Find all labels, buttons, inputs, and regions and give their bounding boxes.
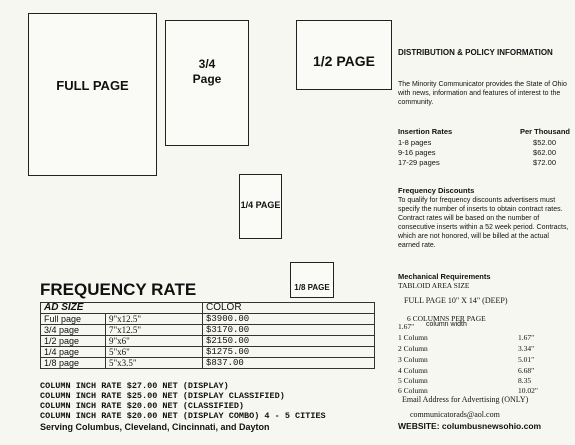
- column-row: [398, 355, 568, 365]
- frequency-discounts-title: Frequency Discounts: [398, 186, 475, 195]
- row-size: 7"x12.5": [106, 325, 203, 336]
- tabloid-area-size: TABLOID AREA SIZE: [398, 281, 470, 290]
- column-value: 5.01": [518, 355, 535, 364]
- full-page-label: FULL PAGE: [56, 78, 129, 93]
- columns-per-page: 6 COLUMNS PER PAGE: [407, 314, 486, 323]
- insertion-header-row: [398, 127, 570, 136]
- row-size: 5"x3.5": [106, 358, 203, 369]
- frequency-rate-title: FREQUENCY RATE: [40, 280, 197, 299]
- column-label: 1 Column: [398, 333, 428, 342]
- column-row: [398, 376, 568, 386]
- frequency-discounts-text: To qualify for frequency discounts advertisers must specify the number of inserts to obtain contract rates. Contract rates will be based on the number of consecutive inserts within a 52 week period. Contracts, which are not honored, will be billed at the actual earned rate.: [398, 197, 569, 249]
- email-note: Email Address for Advertising (ONLY): [402, 395, 529, 404]
- row-size: 9"x6": [106, 336, 203, 347]
- half-page-label: 1/2 PAGE: [313, 53, 375, 69]
- email-address: communicatorads@aol.com: [410, 410, 500, 419]
- half-page-box: [296, 20, 392, 90]
- column-width-label: column width: [426, 321, 467, 328]
- eighth-page-label: 1/8 PAGE: [294, 283, 330, 292]
- policy-title: DISTRIBUTION & POLICY INFORMATION: [398, 48, 553, 57]
- table-row: [41, 325, 375, 336]
- column-inch-rate-line: COLUMN INCH RATE $25.00 NET (DISPLAY CLASSIFIED): [40, 391, 285, 401]
- website: WEBSITE: columbusnewsohio.com: [398, 421, 542, 431]
- ad-size-header: AD SIZE: [41, 303, 203, 314]
- row-size: 9"x12.5": [106, 314, 203, 325]
- table-header-row: [41, 303, 375, 314]
- row-price: $2150.00: [203, 336, 375, 347]
- table-row: [41, 347, 375, 358]
- row-price: $837.00: [203, 358, 375, 369]
- column-label: 6 Column: [398, 386, 428, 395]
- column-row: [398, 333, 568, 343]
- insertion-value: $52.00: [533, 138, 556, 147]
- full-page-box: [28, 13, 157, 176]
- row-label: 3/4 page: [41, 325, 106, 336]
- column-value: 3.34": [518, 344, 535, 353]
- policy-intro: The Minority Communicator provides the State of Ohio with news, information and features of interest to the community.: [398, 81, 567, 106]
- column-inch-rate-line: COLUMN INCH RATE $20.00 NET (DISPLAY COMBO) 4 - 5 CITIES: [40, 411, 326, 421]
- row-price: $3900.00: [203, 314, 375, 325]
- serving-cities: Serving Columbus, Cleveland, Cincinnati, and Dayton: [40, 422, 270, 432]
- column-label: 3 Column: [398, 355, 428, 364]
- column-row: [398, 366, 568, 376]
- insertion-label: 17-29 pages: [398, 158, 440, 167]
- column-row: [398, 344, 568, 354]
- column-inch-rate-line: COLUMN INCH RATE $27.00 NET (DISPLAY): [40, 381, 229, 391]
- column-width-value: 1.67": [398, 322, 415, 331]
- column-label: 5 Column: [398, 376, 428, 385]
- column-label: 2 Column: [398, 344, 428, 353]
- insertion-rates-header: Insertion Rates: [398, 127, 453, 136]
- table-row: [41, 336, 375, 347]
- eighth-page-box: [290, 262, 334, 298]
- row-label: 1/4 page: [41, 347, 106, 358]
- three-quarter-page-box: [165, 20, 249, 146]
- insertion-label: 9-16 pages: [398, 148, 436, 157]
- row-price: $3170.00: [203, 325, 375, 336]
- table-row: [41, 314, 375, 325]
- insertion-value: $72.00: [533, 158, 556, 167]
- color-header: COLOR: [203, 303, 375, 314]
- full-page-deep: FULL PAGE 10" X 14" (DEEP): [404, 296, 508, 305]
- column-value: 6.68": [518, 366, 535, 375]
- row-label: Full page: [41, 314, 106, 325]
- frequency-rate-table: [40, 302, 375, 369]
- row-price: $1275.00: [203, 347, 375, 358]
- insertion-row: [398, 158, 570, 167]
- quarter-page-box: [239, 174, 282, 239]
- table-row: [41, 358, 375, 369]
- row-label: 1/8 page: [41, 358, 106, 369]
- column-value: 8.35: [518, 376, 532, 385]
- column-value: 1.67": [518, 333, 535, 342]
- three-quarter-label-1: 3/4: [198, 57, 216, 71]
- insertion-value: $62.00: [533, 148, 556, 157]
- row-size: 5"x6": [106, 347, 203, 358]
- insertion-row: [398, 138, 570, 147]
- three-quarter-label-2: Page: [192, 72, 222, 86]
- insertion-row: [398, 148, 570, 157]
- quarter-page-label: 1/4 PAGE: [240, 200, 281, 210]
- mechanical-requirements-title: Mechanical Requirements: [398, 272, 491, 281]
- per-thousand-header: Per Thousand: [519, 127, 570, 136]
- insertion-label: 1-8 pages: [398, 138, 432, 147]
- column-label: 4 Column: [398, 366, 428, 375]
- row-label: 1/2 page: [41, 336, 106, 347]
- column-inch-rate-line: COLUMN INCH RATE $20.00 NET (CLASSIFIED): [40, 401, 245, 411]
- column-value: 10.02": [518, 386, 538, 395]
